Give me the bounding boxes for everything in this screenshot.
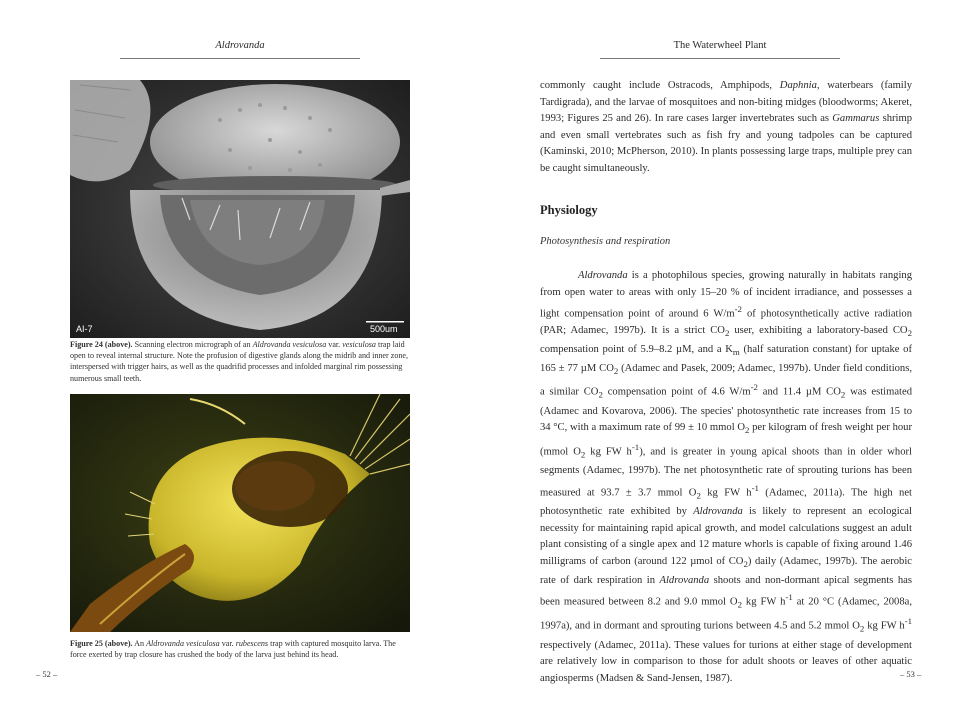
paragraph-prey: commonly caught include Ostracods, Amphipods, Daphnia, waterbears (family Tardigrada), and the larvae of mosquitoes and non-biting midges (bloodworms; Akeret, 1993; Figures 25 and 26). In rare cases larger invertebrates such as Gammarus shrimp and even small vertebrates such as fish fry and young tadpoles can be captured (Kaminski, 2010; McPherson, 2010). In plants possessing large traps, multiple prey can be caught simultaneously. [540,80,913,174]
header-rule-right [600,58,840,59]
section-heading: Physiology [540,203,598,217]
figure-24-caption: Figure 24 (above). Scanning electron micrograph of an Aldrovanda vesiculosa var. vesiculosa trap laid open to reveal internal structure. Note the profusion of digestive glands along the midrib and inner zone, interspersed with trigger hairs, as well as the quadrifid processes and infolded marginal rim possessing numerous small teeth. [70,340,409,383]
paragraph-photosynthesis: Aldrovanda is a photophilous species, growing naturally in habitats ranging from open water to areas with only 15–20 % of incident irradiance, and possesses a light compensation point of around 6 $W/m^{-2}$ of photosynthetically active radiation (PAR; Adamec, 1997b). It is a strict $CO_2$ user, exhibiting a laboratory-based $CO_2$ compensation point of 5.9–8.2 µM, and a $K_m$ (half saturation constant) for uptake of 165 ± 77 µM $CO_2$ (Adamec and Pasek, 2009; Adamec, 1997b). Under field conditions, a similar $CO_2$ compensation point of 4.6 $W/m^{-2}$ and 11.4 µM $CO_2$ was estimated (Adamec and Kovarova, 2006). The species' photosynthetic rate increases from 15 to 34 °C, with a maximum rate of 99 ± 10 mmol $O_2$ per kilogram of fresh weight per hour (mmol $O_2$ kg FW $h^{-1}$), and is greater in young apical shoots than in older whorl segments (Adamec, 1997b). The net photosynthetic rate of sprouting turions has been measured at 93.7 ± 3.7 mmol $O_2$ kg FW $h^{-1}$ (Adamec, 2011a). The high net photosynthetic rate exhibited by Aldrovanda is likely to represent an ecological necessity for maintaining rapid apical growth, and model calculations suggest an adult plant consisting of a single apex and 12 mature whorls is capable of fixing around 1.46 milligrams of carbon (around 122 µmol of $CO_2$) daily (Adamec, 1997b). The aerobic rate of dark respiration in Aldrovanda shoots and non-dormant apical segments has been measured between 8.2 and 9.0 mmol $O_2$ kg FW $h^{-1}$ at 20 °C (Adamec, 2008a, 1997a), and in dormant and sprouting turions between 4.5 and 5.2 mmol $O_2$ kg FW $h^{-1}$ respectively (Adamec, 2011a). These values for turions at either stage of development are relatively low in comparison to those for adult shoots or leaves of other aquatic angiosperms (Madsen & Sand-Jensen, 1987). [540,270,912,684]
page-number-right: – 53 – [900,669,922,679]
page-number-left: – 52 – [36,669,58,679]
figure-25-caption: Figure 25 (above). An Aldrovanda vesiculosa var. rubescens trap with captured mosquito larva. The force exerted by trap closure has crushed the body of the larva just behind its head. [70,639,396,660]
running-head-right: The Waterwheel Plant [673,40,767,51]
figure-25-photo [70,394,410,632]
sem-label-left: AI-7 [76,324,93,334]
subsection-heading: Photosynthesis and respiration [540,236,671,247]
header-rule-left [120,58,360,59]
sem-micrograph [70,80,410,338]
right-page [480,0,960,720]
figure-24-sem-image [70,80,410,338]
trap-with-larva-photo [70,394,410,632]
sem-scale-label: 500um [370,324,398,334]
running-head-left: Aldrovanda [215,40,265,51]
